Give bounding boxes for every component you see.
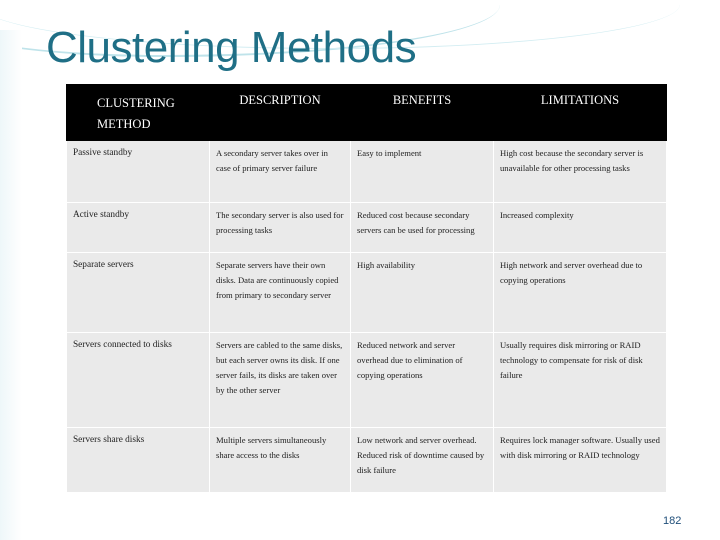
cell-limitations: High cost because the secondary server is unavailable for other processing tasks — [494, 141, 667, 203]
table-row — [67, 333, 667, 428]
cell-description: Separate servers have their own disks. Data are continuously copied from primary to secondary server — [210, 253, 351, 333]
table-header-row — [67, 85, 667, 141]
cell-limitations: Requires lock manager software. Usually used with disk mirroring or RAID technology — [494, 428, 667, 493]
cell-description: Servers are cabled to the same disks, but each server owns its disk. If one server fails, its disks are taken over by the other server — [210, 333, 351, 428]
cell-method: Passive standby — [67, 141, 210, 203]
cell-limitations: Increased complexity — [494, 203, 667, 253]
cell-benefits: Easy to implement — [351, 141, 494, 203]
header-limitations: LIMITATIONS — [494, 85, 667, 141]
cell-limitations: High network and server overhead due to copying operations — [494, 253, 667, 333]
cell-benefits: Reduced network and server overhead due to elimination of copying operations — [351, 333, 494, 428]
cell-benefits: Reduced cost because secondary servers can be used for processing — [351, 203, 494, 253]
cell-benefits: High availability — [351, 253, 494, 333]
cell-description: The secondary server is also used for processing tasks — [210, 203, 351, 253]
cell-method: Separate servers — [67, 253, 210, 333]
header-benefits: BENEFITS — [351, 85, 494, 141]
page-number: 182 — [663, 515, 682, 527]
table-row — [67, 141, 667, 203]
table-row — [67, 203, 667, 253]
cell-method: Servers share disks — [67, 428, 210, 493]
clustering-methods-table — [66, 84, 667, 493]
cell-benefits: Low network and server overhead. Reduced risk of downtime caused by disk failure — [351, 428, 494, 493]
cell-method: Active standby — [67, 203, 210, 253]
cell-limitations: Usually requires disk mirroring or RAID technology to compensate for risk of disk failure — [494, 333, 667, 428]
table-row — [67, 428, 667, 493]
cell-method: Servers connected to disks — [67, 333, 210, 428]
header-description: DESCRIPTION — [210, 85, 351, 141]
decorative-side-band — [0, 30, 22, 540]
header-clustering-method: CLUSTERING METHOD — [67, 85, 210, 141]
table-row — [67, 253, 667, 333]
slide-title: Clustering Methods — [46, 23, 417, 72]
cell-description: A secondary server takes over in case of primary server failure — [210, 141, 351, 203]
cell-description: Multiple servers simultaneously share access to the disks — [210, 428, 351, 493]
